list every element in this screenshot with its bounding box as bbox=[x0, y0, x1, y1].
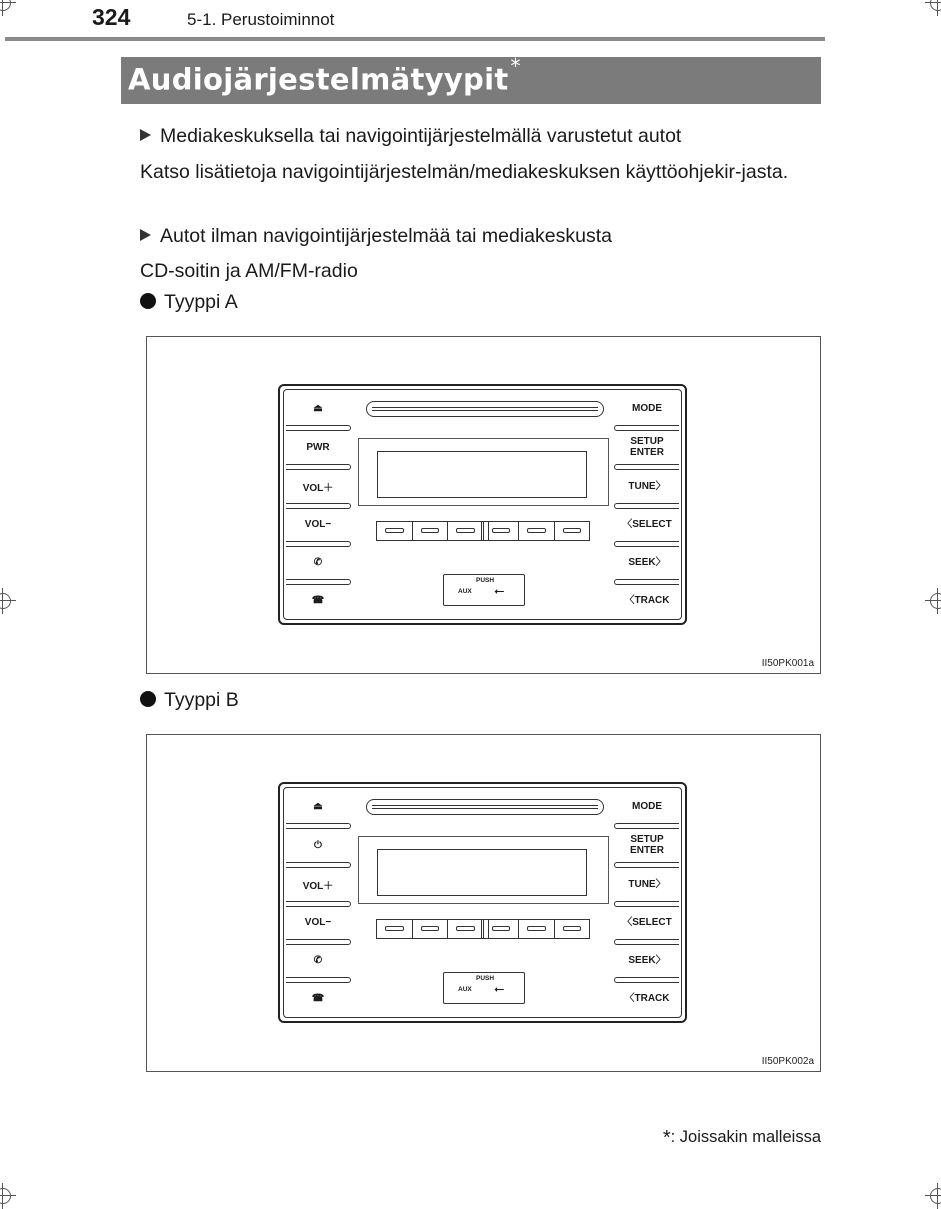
usb-icon: ⭠ bbox=[494, 981, 505, 996]
select-button: 〈SELECT bbox=[622, 916, 672, 928]
eject-button: ⏏ bbox=[313, 800, 323, 812]
phone-off-hook-button: ✆ bbox=[313, 954, 323, 966]
aux-usb-port bbox=[443, 972, 525, 1004]
phone-on-hook-button: ☎ bbox=[311, 594, 325, 606]
title-footnote-mark: * bbox=[510, 54, 521, 78]
select-button: 〈SELECT bbox=[622, 518, 672, 530]
aux-push-label: PUSH bbox=[476, 975, 495, 982]
crop-mark bbox=[929, 592, 941, 610]
eject-button: ⏏ bbox=[313, 402, 323, 414]
list-item: Autot ilman navigointijärjestelmää tai mediakeskusta bbox=[140, 222, 612, 251]
tune-button: TUNE〉 bbox=[628, 878, 666, 890]
aux-usb-port bbox=[443, 574, 525, 606]
setup-enter-button: SETUP ENTER bbox=[630, 436, 664, 458]
header-rule bbox=[5, 37, 825, 41]
track-button: 〈TRACK bbox=[624, 992, 670, 1004]
aux-label: AUX bbox=[458, 986, 472, 993]
setup-enter-button: SETUP ENTER bbox=[630, 834, 664, 856]
aux-label: AUX bbox=[458, 588, 472, 595]
mode-button: MODE bbox=[632, 800, 662, 812]
list-item: Mediakeskuksella tai navigointijärjestelmällä varustetut autot bbox=[140, 122, 681, 151]
power-icon-button: ⏻ bbox=[314, 839, 322, 851]
paragraph: Katso lisätietoja navigointijärjestelmän/mediakeskuksen käyttöohjekir-jasta. bbox=[140, 161, 789, 183]
figure-type-a bbox=[146, 336, 821, 674]
volume-down-button: VOL− bbox=[304, 518, 332, 530]
bullet-icon bbox=[140, 293, 156, 309]
usb-icon: ⭠ bbox=[494, 583, 505, 598]
power-button: PWR bbox=[306, 441, 330, 453]
triangle-bullet-icon bbox=[140, 129, 151, 141]
page-number: 324 bbox=[92, 4, 131, 30]
seek-button: SEEK〉 bbox=[628, 954, 666, 966]
figure-code: II50PK001a bbox=[761, 658, 814, 669]
display-frame bbox=[358, 438, 609, 506]
cd-slot bbox=[366, 799, 604, 815]
seek-button: SEEK〉 bbox=[628, 556, 666, 568]
list-item: Tyyppi B bbox=[140, 686, 239, 715]
audio-unit bbox=[278, 782, 687, 1023]
display-screen bbox=[377, 451, 587, 498]
crop-mark bbox=[0, 592, 12, 610]
display-screen bbox=[377, 849, 587, 896]
display-frame bbox=[358, 836, 609, 904]
volume-down-button: VOL− bbox=[304, 916, 332, 928]
volume-up-button: VOL＋ bbox=[302, 880, 334, 892]
volume-up-button: VOL＋ bbox=[302, 482, 334, 494]
crop-mark bbox=[929, 1187, 941, 1205]
phone-off-hook-button: ✆ bbox=[313, 556, 323, 568]
footnote: *: Joissakin malleissa bbox=[662, 1127, 821, 1149]
audio-unit bbox=[278, 384, 687, 625]
crop-mark bbox=[0, 0, 12, 12]
aux-push-label: PUSH bbox=[476, 577, 495, 584]
section-title: Audiojärjestelmätyypit * bbox=[128, 54, 521, 97]
track-button: 〈TRACK bbox=[624, 594, 670, 606]
chapter-title: 5-1. Perustoiminnot bbox=[187, 10, 335, 29]
crop-mark bbox=[929, 0, 941, 12]
triangle-bullet-icon bbox=[140, 229, 151, 241]
footnote-mark: * bbox=[662, 1127, 671, 1149]
figure-code: II50PK002a bbox=[761, 1056, 814, 1067]
figure-type-b bbox=[146, 734, 821, 1072]
list-item: Tyyppi A bbox=[140, 288, 238, 317]
cd-slot bbox=[366, 401, 604, 417]
paragraph: CD-soitin ja AM/FM-radio bbox=[140, 260, 358, 282]
phone-on-hook-button: ☎ bbox=[311, 992, 325, 1004]
crop-mark bbox=[0, 1187, 12, 1205]
tune-button: TUNE〉 bbox=[628, 480, 666, 492]
bullet-icon bbox=[140, 691, 156, 707]
mode-button: MODE bbox=[632, 402, 662, 414]
